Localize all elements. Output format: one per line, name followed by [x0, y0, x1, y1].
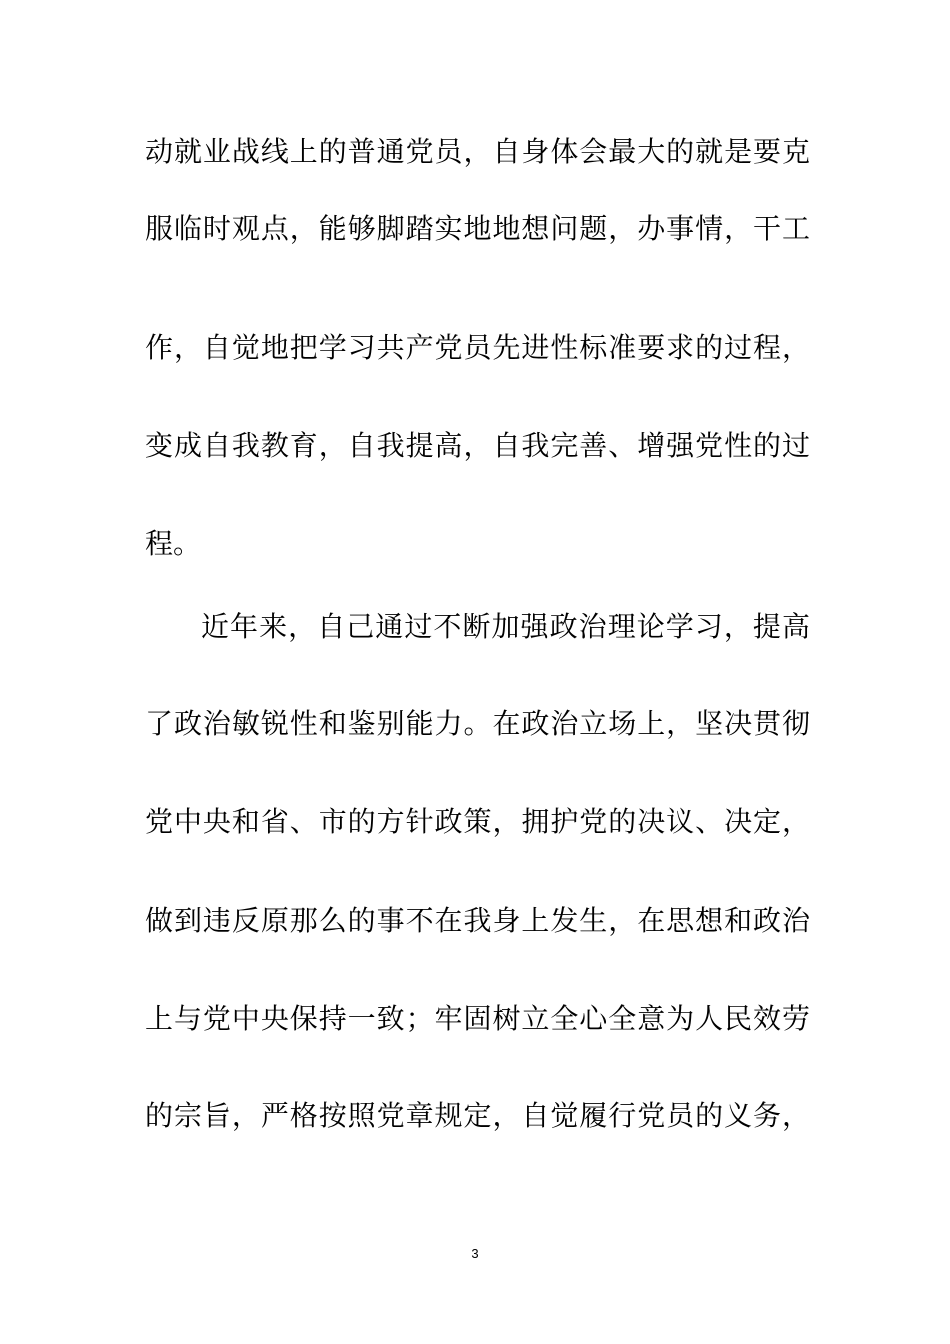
- text-line-2: 服临时观点，能够脚踏实地地想问题，办事情，干工: [145, 212, 810, 245]
- text-line-11: 的宗旨，严格按照党章规定，自觉履行党员的义务，: [145, 1099, 810, 1132]
- text-line-3: 作，自觉地把学习共产党员先进性标准要求的过程，: [145, 331, 810, 364]
- text-line-7: 了政治敏锐性和鉴别能力。在政治立场上，坚决贯彻: [145, 707, 810, 740]
- text-line-8: 党中央和省、市的方针政策，拥护党的决议、决定，: [145, 805, 810, 838]
- text-line-6: 近年来，自己通过不断加强政治理论学习，提高: [201, 610, 810, 643]
- text-line-4: 变成自我教育，自我提高，自我完善、增强党性的过: [145, 429, 810, 462]
- text-line-9: 做到违反原那么的事不在我身上发生，在思想和政治: [145, 904, 810, 937]
- text-line-1: 动就业战线上的普通党员，自身体会最大的就是要克: [145, 135, 810, 168]
- text-line-10: 上与党中央保持一致；牢固树立全心全意为人民效劳: [145, 1002, 810, 1035]
- page-number: 3: [471, 1246, 479, 1261]
- text-line-5: 程。: [145, 527, 202, 560]
